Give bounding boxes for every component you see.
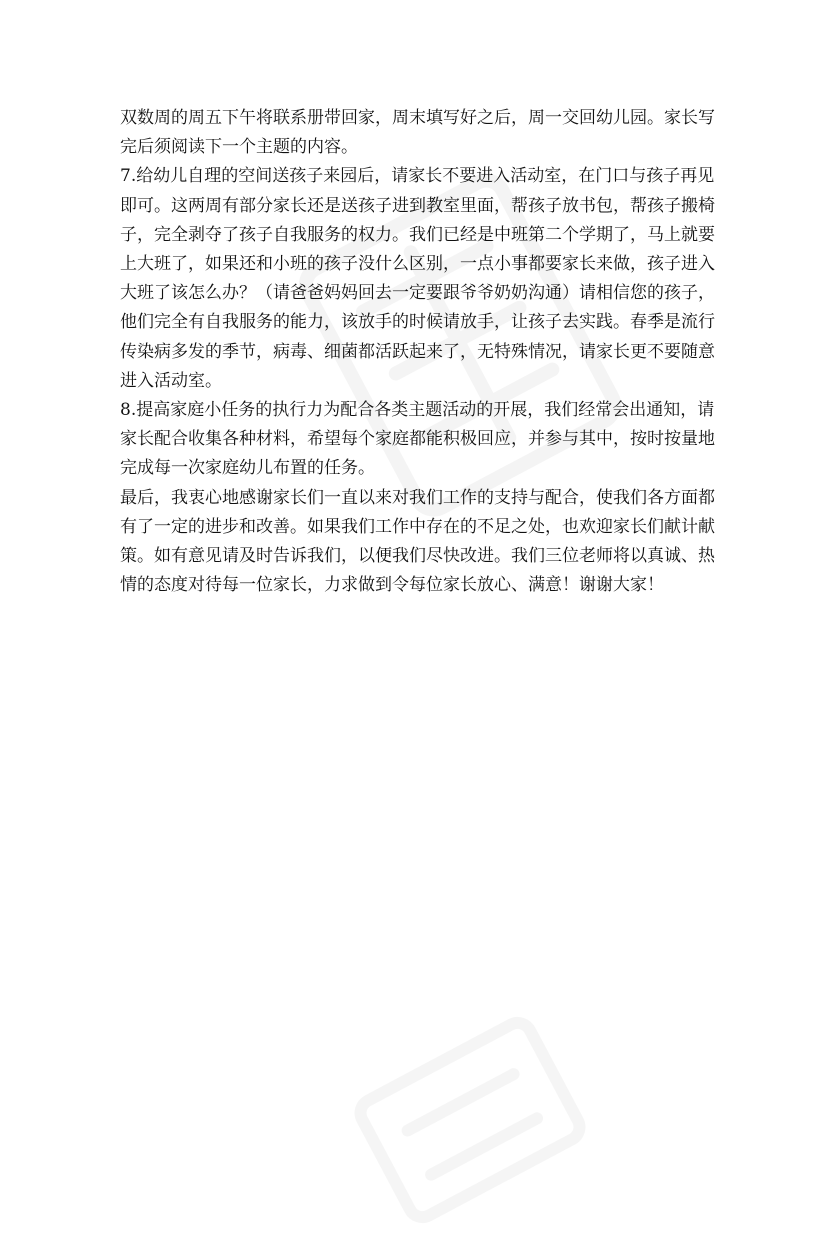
text-line: 策。如有意见请及时告诉我们，以便我们尽快改进。我们三位老师将以真诚、热 bbox=[120, 546, 715, 567]
text-line: 传染病多发的季节，病毒、细菌都活跃起来了，无特殊情况，请家长更不要随意 bbox=[120, 341, 715, 362]
paragraph-item-8 bbox=[120, 396, 714, 484]
text-line: 完后须阅读下一个主题的内容。 bbox=[120, 137, 358, 158]
watermark-logo-bottom bbox=[335, 998, 604, 1242]
text-line: 情的态度对待每一位家长，力求做到令每位家长放心、满意！谢谢大家！ bbox=[120, 575, 664, 596]
text-line: 有了一定的进步和改善。如果我们工作中存在的不足之处，也欢迎家长们献计献 bbox=[120, 516, 715, 537]
text-line: 子，完全剥夺了孩子自我服务的权力。我们已经是中班第二个学期了，马上就要 bbox=[120, 224, 715, 245]
text-line: 家长配合收集各种材料，希望每个家庭都能积极回应，并参与其中，按时按量地 bbox=[120, 429, 715, 450]
text-line: 双数周的周五下午将联系册带回家，周末填写好之后，周一交回幼儿园。家长写 bbox=[120, 108, 715, 128]
text-line: 上大班了，如果还和小班的孩子没什么区别，一点小事都要家长来做，孩子进入 bbox=[120, 254, 715, 275]
paragraph-item-7 bbox=[120, 162, 714, 396]
text-line: 完成每一次家庭幼儿布置的任务。 bbox=[120, 458, 375, 479]
text-line: 大班了该怎么办？（请爸爸妈妈回去一定要跟爷爷奶奶沟通）请相信您的孩子， bbox=[120, 283, 715, 304]
text-line: 即可。这两周有部分家长还是送孩子进到教室里面，帮孩子放书包，帮孩子搬椅 bbox=[120, 195, 715, 216]
text-line: 进入活动室。 bbox=[120, 370, 222, 391]
text-line: 他们完全有自我服务的能力，该放手的时候请放手，让孩子去实践。春季是流行 bbox=[120, 312, 715, 333]
text-line: 8.提高家庭小任务的执行力为配合各类主题活动的开展，我们经常会出通知，请 bbox=[120, 400, 715, 421]
text-line: 7.给幼儿自理的空间送孩子来园后，请家长不要进入活动室，在门口与孩子再见 bbox=[120, 166, 715, 187]
paragraph-handbook bbox=[120, 104, 714, 162]
text-line: 最后，我衷心地感谢家长们一直以来对我们工作的支持与配合，使我们各方面都 bbox=[120, 487, 715, 508]
document-body bbox=[120, 104, 714, 600]
paragraph-closing bbox=[120, 484, 714, 601]
